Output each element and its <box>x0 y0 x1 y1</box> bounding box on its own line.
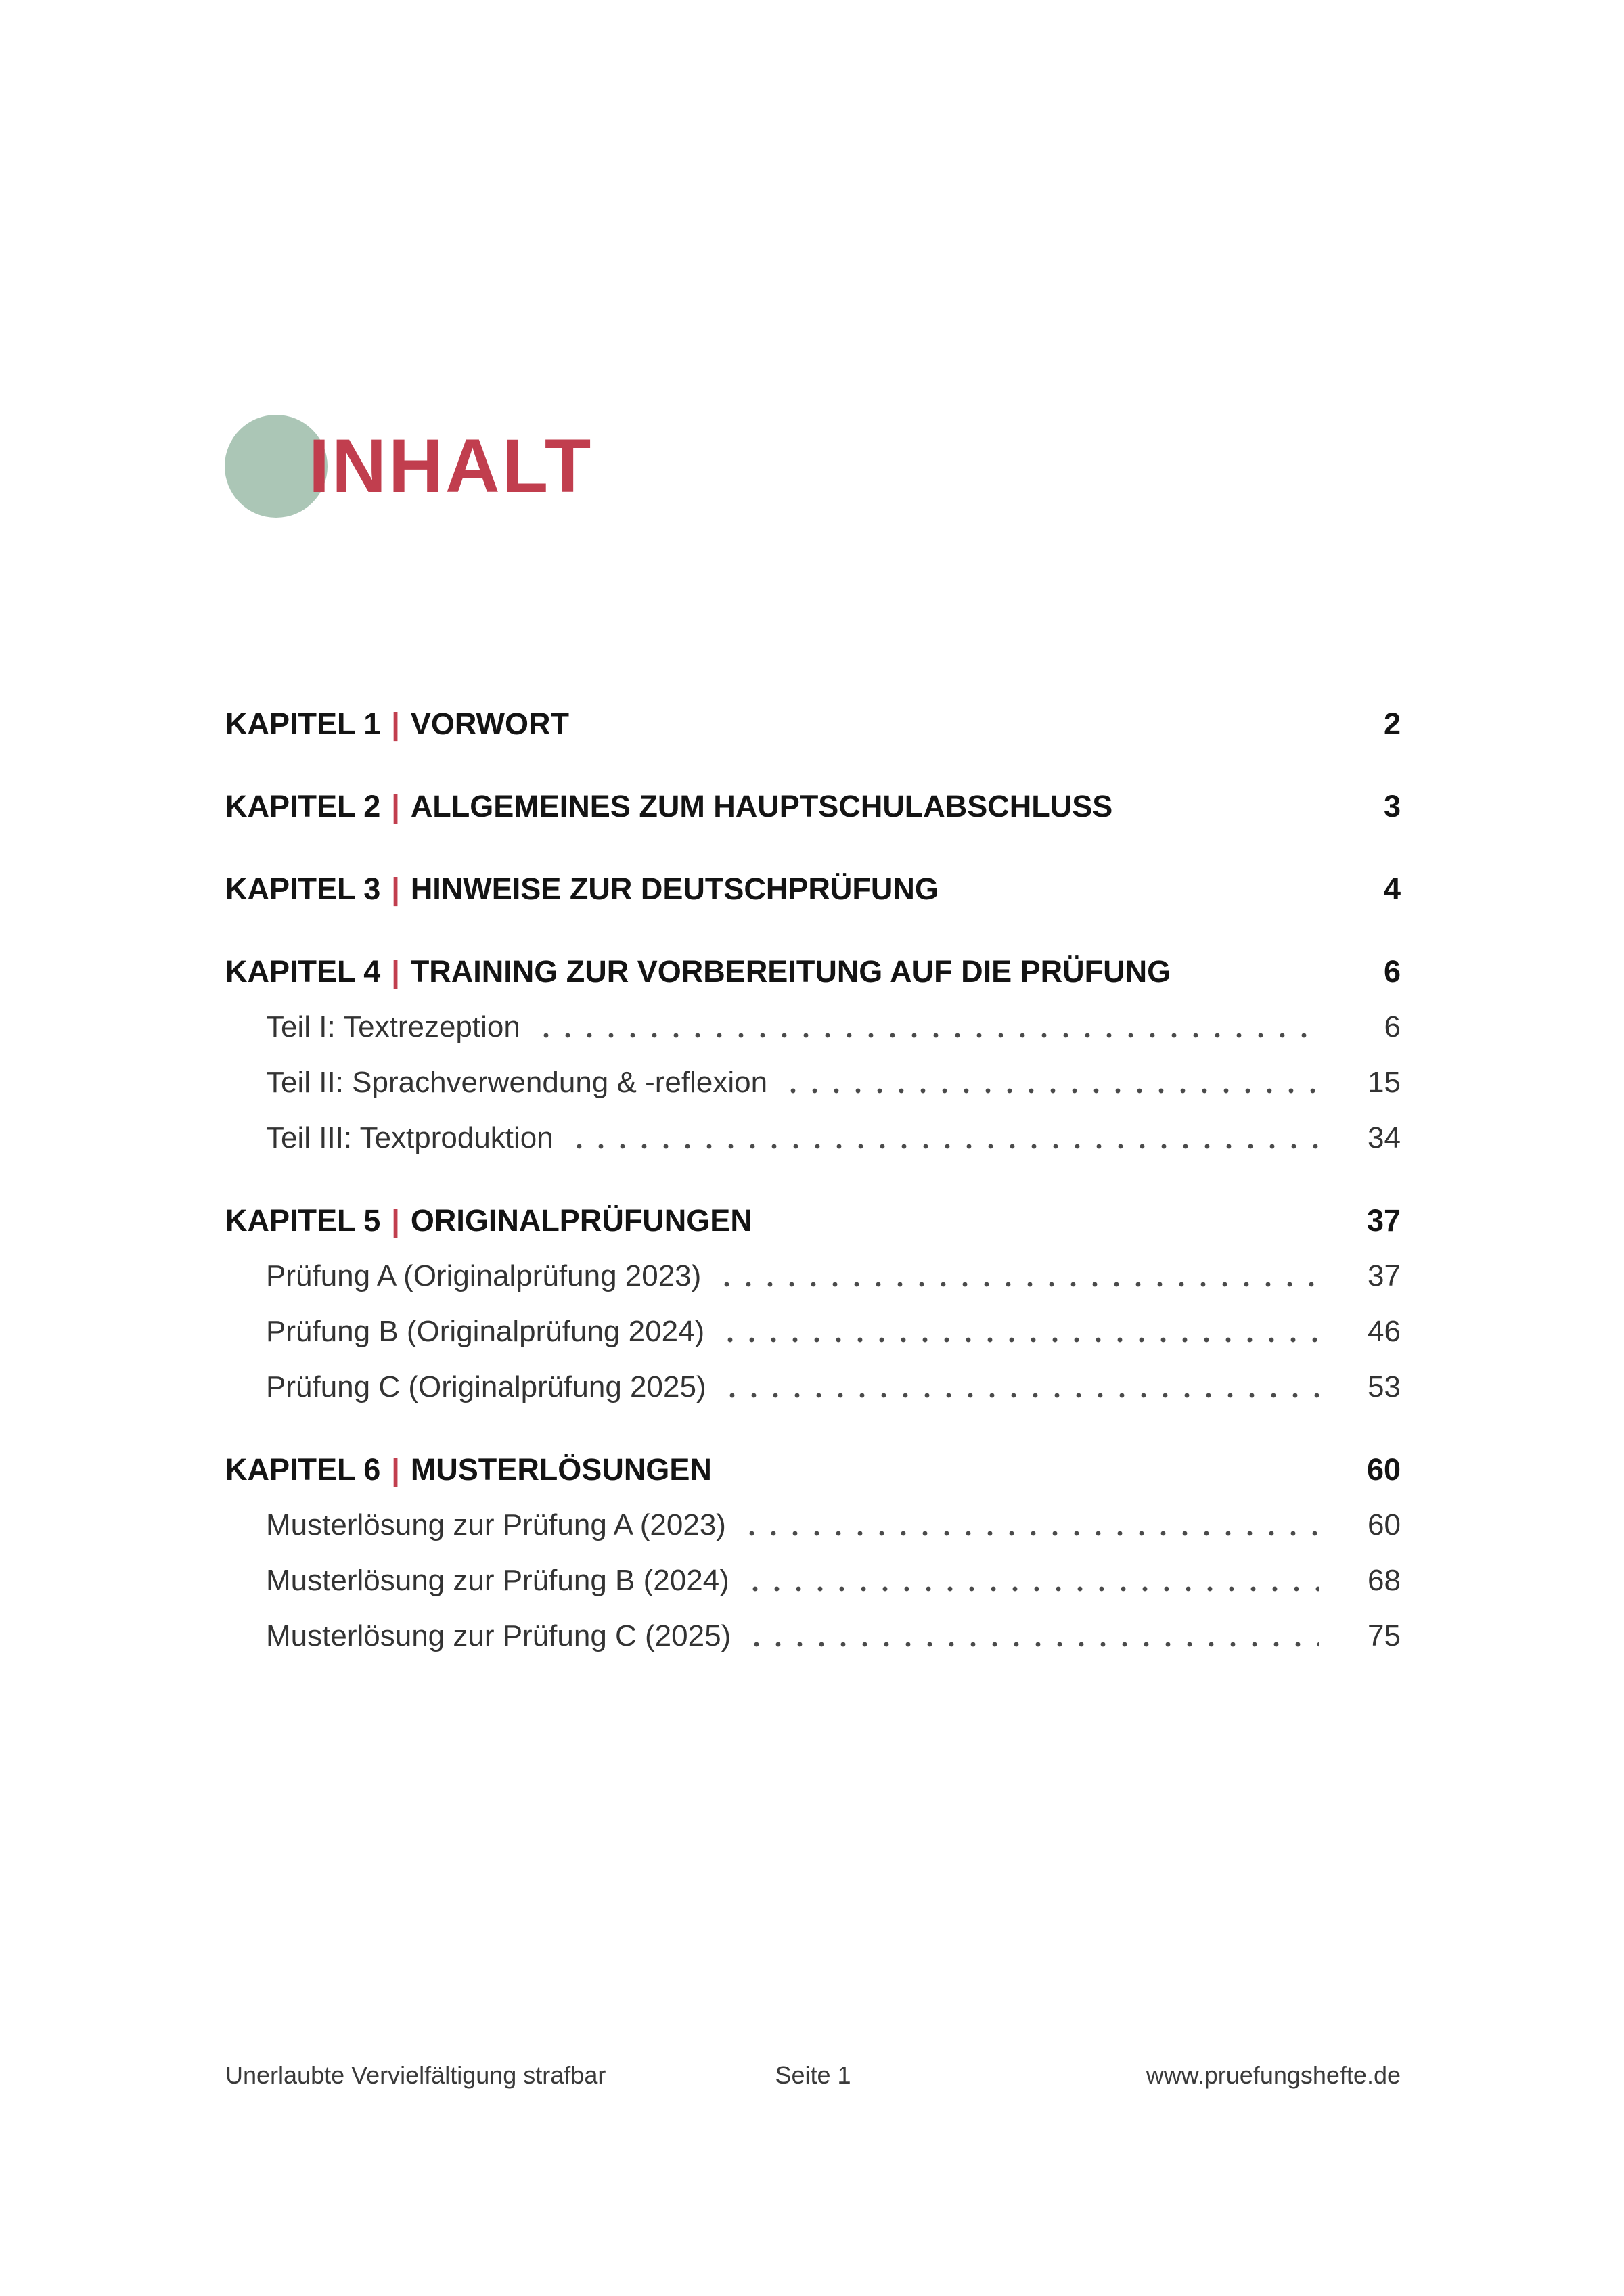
chapter-title: MUSTERLÖSUNGEN <box>410 1452 712 1487</box>
sub-item-page-number: 37 <box>1368 1259 1401 1292</box>
chapter-separator: | <box>391 954 400 989</box>
sub-item-title: Teil I: Textrezeption <box>266 1010 520 1043</box>
sub-item-page-number: 6 <box>1384 1010 1401 1043</box>
toc-sub-row <box>225 1119 1401 1157</box>
chapter-page-number: 4 <box>1383 872 1401 906</box>
chapter-label: KAPITEL 1 <box>225 706 381 741</box>
toc-sub-row <box>225 1008 1401 1046</box>
chapter-title: ORIGINALPRÜFUNGEN <box>410 1203 752 1238</box>
dot-leader <box>541 1008 1319 1046</box>
toc-chapter-row <box>225 1451 1401 1489</box>
sub-item-page-number: 46 <box>1368 1315 1401 1348</box>
dot-leader <box>574 1119 1319 1157</box>
dot-leader <box>788 1064 1319 1102</box>
chapter-separator: | <box>391 1203 400 1238</box>
dot-leader <box>725 1313 1319 1351</box>
sub-item-page-number: 53 <box>1368 1370 1401 1403</box>
footer-website: www.pruefungshefte.de <box>1146 2061 1401 2089</box>
chapter-page-number: 3 <box>1383 789 1401 824</box>
sub-item-page-number: 60 <box>1368 1508 1401 1541</box>
chapter-label: KAPITEL 4 <box>225 954 381 989</box>
toc-sub-row <box>225 1313 1401 1351</box>
chapter-separator: | <box>391 789 400 824</box>
chapter-title: ALLGEMEINES ZUM HAUPTSCHULABSCHLUSS <box>410 789 1113 824</box>
sub-item-page-number: 75 <box>1368 1619 1401 1652</box>
chapter-label: KAPITEL 2 <box>225 789 381 824</box>
table-of-contents <box>225 705 1401 1655</box>
toc-sub-row <box>225 1257 1401 1295</box>
sub-item-title: Musterlösung zur Prüfung C (2025) <box>266 1619 731 1652</box>
chapter-label: KAPITEL 3 <box>225 872 381 906</box>
toc-sub-row <box>225 1562 1401 1600</box>
chapter-title: HINWEISE ZUR DEUTSCHPRÜFUNG <box>410 872 939 906</box>
toc-chapter-row <box>225 953 1401 991</box>
toc-sub-row <box>225 1368 1401 1406</box>
toc-chapter-row <box>225 1202 1401 1240</box>
footer-page-indicator: Seite 1 <box>775 2061 851 2089</box>
chapter-separator: | <box>391 1452 400 1487</box>
sub-item-title: Musterlösung zur Prüfung A (2023) <box>266 1508 726 1541</box>
chapter-label: KAPITEL 5 <box>225 1203 381 1238</box>
toc-chapter-row <box>225 870 1401 908</box>
page-title: INHALT <box>309 424 593 508</box>
chapter-title: TRAINING ZUR VORBEREITUNG AUF DIE PRÜFUNG <box>410 954 1171 989</box>
dot-leader <box>721 1257 1319 1295</box>
chapter-separator: | <box>391 706 400 741</box>
dot-leader <box>746 1506 1319 1544</box>
toc-sub-row <box>225 1506 1401 1544</box>
sub-item-title: Prüfung B (Originalprüfung 2024) <box>266 1315 705 1348</box>
sub-item-page-number: 68 <box>1368 1564 1401 1597</box>
chapter-label: KAPITEL 6 <box>225 1452 381 1487</box>
chapter-title: VORWORT <box>410 706 569 741</box>
toc-chapter-row <box>225 788 1401 826</box>
toc-sub-row <box>225 1064 1401 1102</box>
dot-leader <box>727 1368 1319 1406</box>
dot-leader <box>750 1562 1319 1600</box>
sub-item-title: Prüfung A (Originalprüfung 2023) <box>266 1259 702 1292</box>
sub-item-title: Teil III: Textproduktion <box>266 1121 554 1154</box>
dot-leader <box>751 1617 1319 1655</box>
sub-item-title: Musterlösung zur Prüfung B (2024) <box>266 1564 729 1597</box>
chapter-separator: | <box>391 872 400 906</box>
sub-item-title: Prüfung C (Originalprüfung 2025) <box>266 1370 706 1403</box>
toc-sub-row <box>225 1617 1401 1655</box>
chapter-page-number: 37 <box>1366 1203 1401 1238</box>
chapter-page-number: 60 <box>1366 1452 1401 1487</box>
footer-copyright-note: Unerlaubte Vervielfältigung strafbar <box>225 2061 606 2089</box>
chapter-page-number: 6 <box>1383 954 1401 989</box>
sub-item-page-number: 34 <box>1368 1121 1401 1154</box>
page-footer <box>225 2061 1401 2090</box>
sub-item-title: Teil II: Sprachverwendung & -reflexion <box>266 1066 768 1099</box>
toc-chapter-row <box>225 705 1401 743</box>
sub-item-page-number: 15 <box>1368 1066 1401 1099</box>
chapter-page-number: 2 <box>1383 706 1401 741</box>
